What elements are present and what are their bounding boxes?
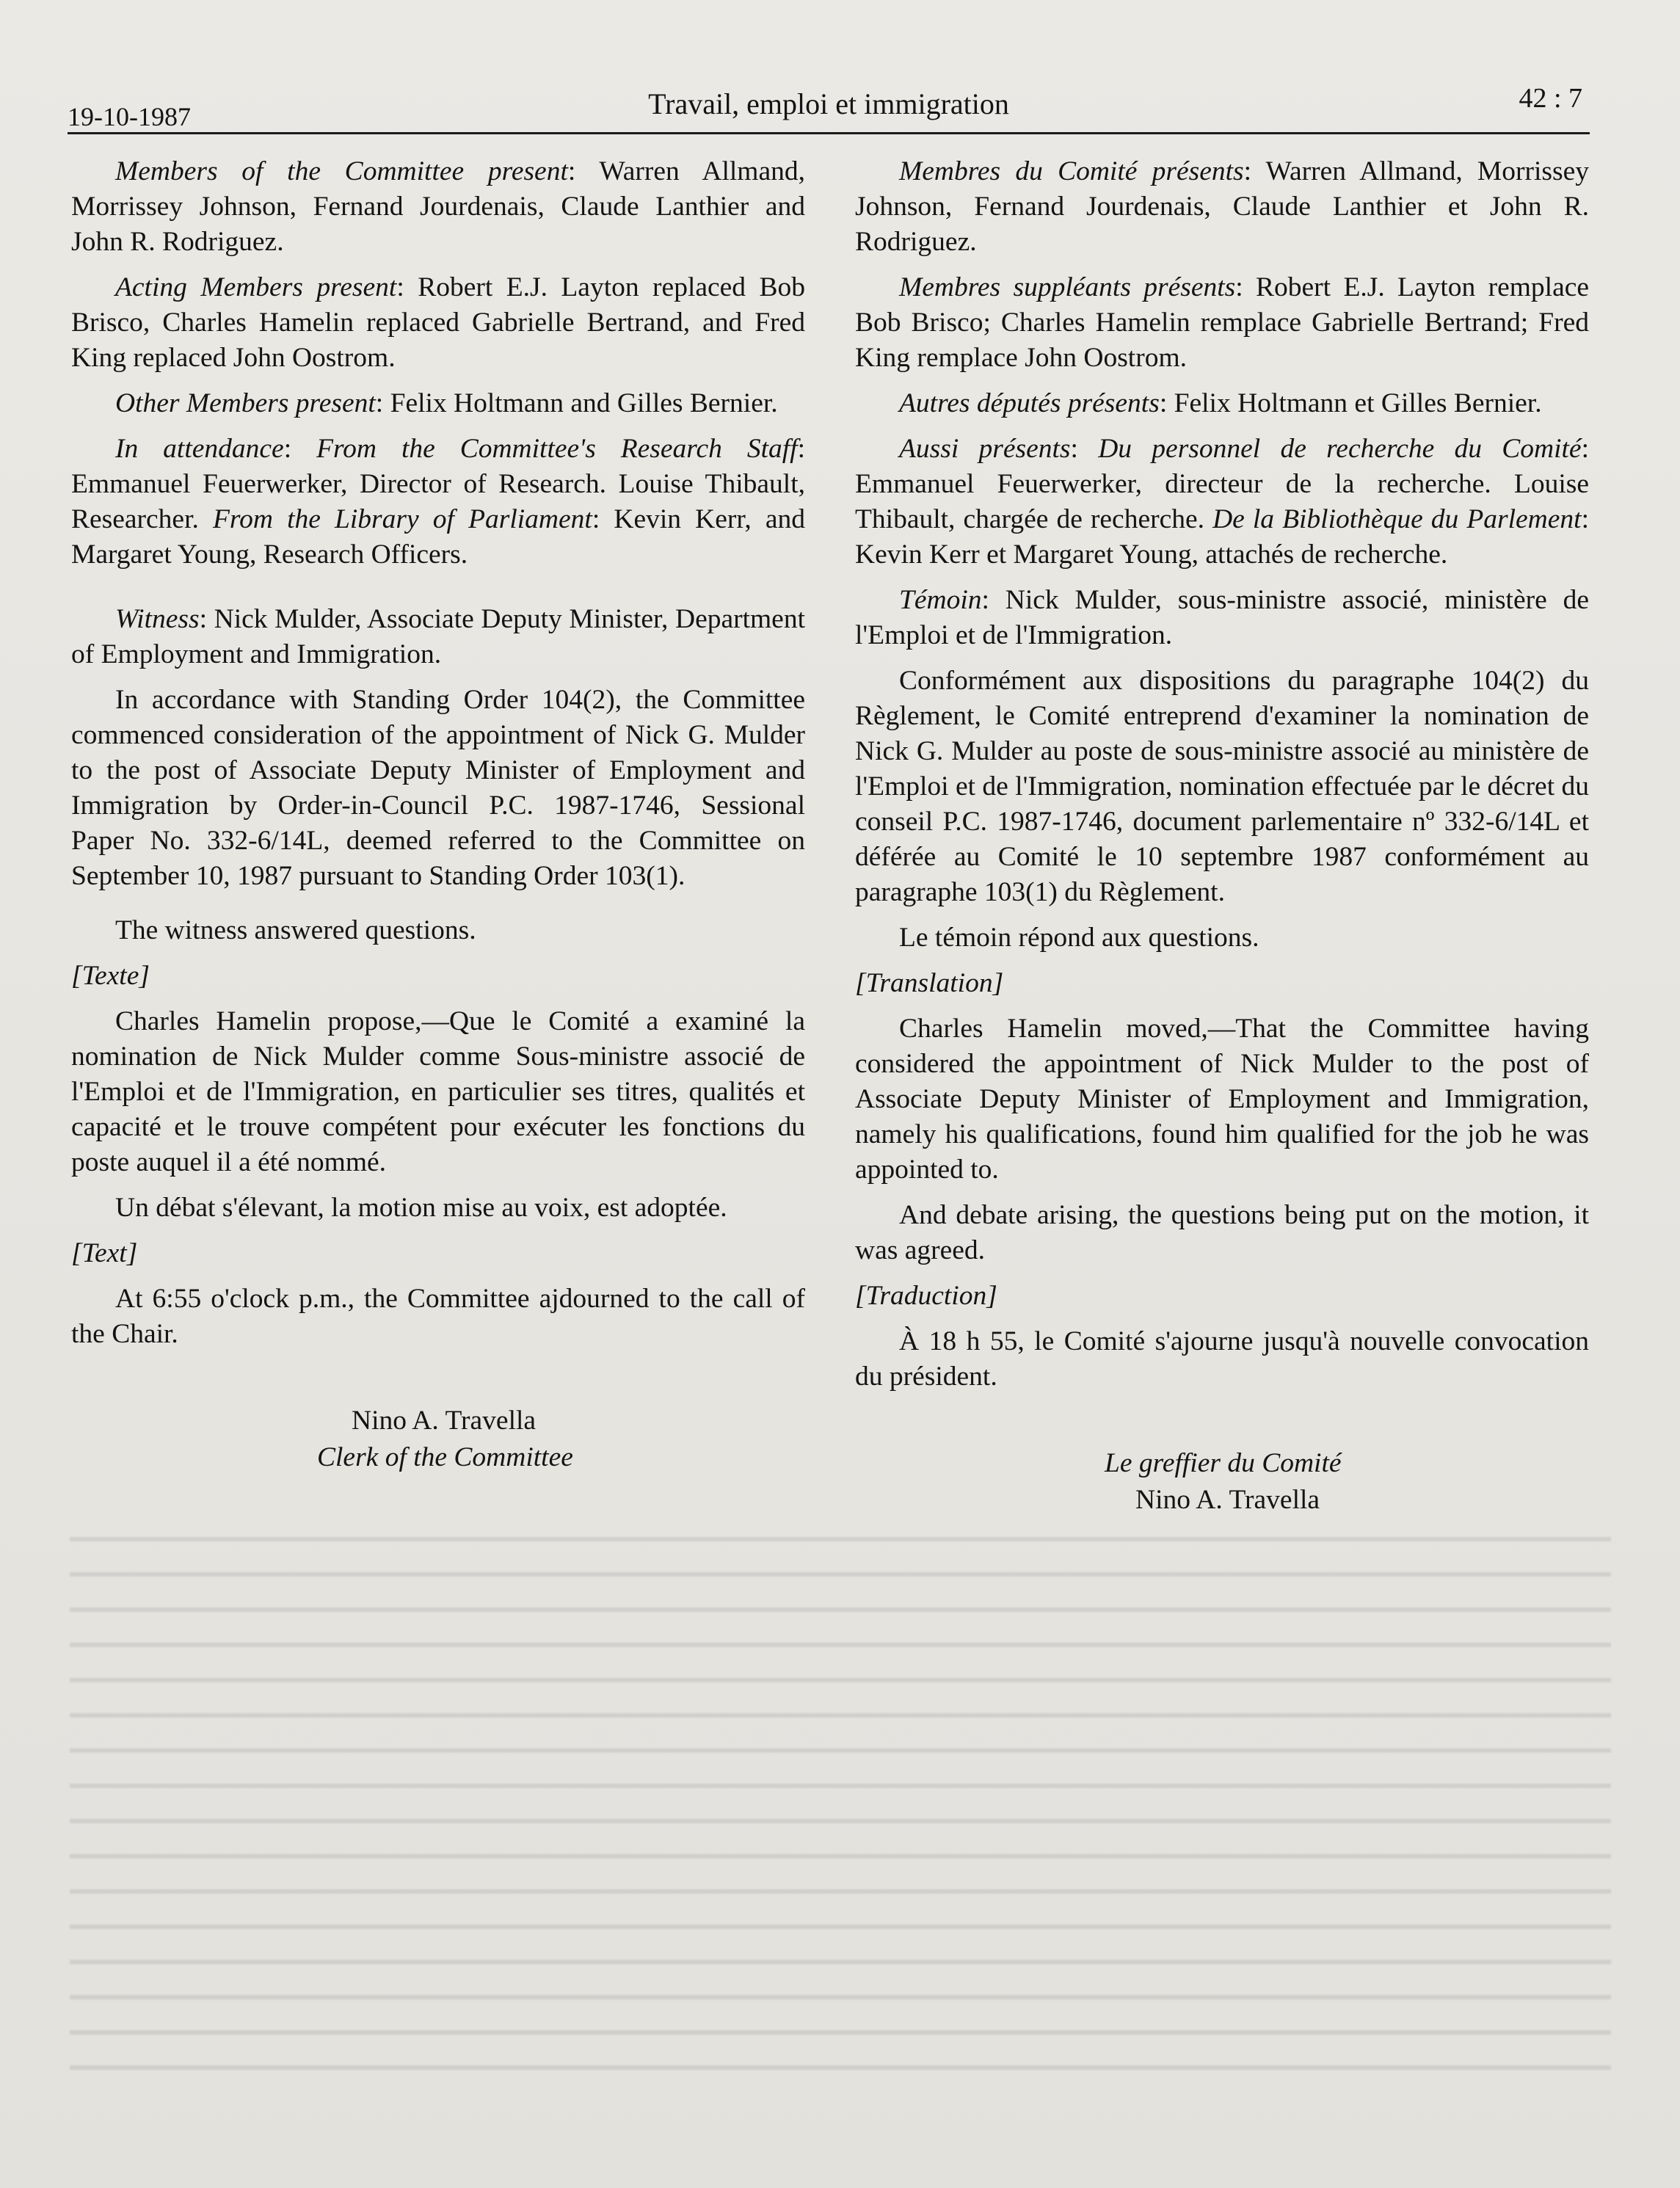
header-title: Travail, emploi et immigration — [648, 87, 1009, 120]
conformement-paragraph: Conformément aux dispositions du paragraphe 104(2) du Règlement, le Comité entreprend d'examiner la nomination de Nick G. Mulder au poste de sous-ministre associé au ministère de l'Emploi et de l'Immigration, nomination effectuée par le décret du conseil P.C. 1987-1746, document parlementaire nº 332-6/14L et déférée au Comité le 10 septembre 1987 conformément au paragraphe 103(1) du Règlement. — [855, 666, 1589, 907]
membres-presents: Membres du Comité présents: Warren Allmand, Morrissey Johnson, Fernand Jourdenais, Claude Lanthier et John R. Rodriguez. — [855, 156, 1589, 257]
witness: Witness: Nick Mulder, Associate Deputy Minister, Department of Employment and Immigration. — [71, 604, 805, 669]
adjournment-english: At 6:55 o'clock p.m., the Committee ajdourned to the call of the Chair. — [71, 1284, 805, 1349]
temoin-repond: Le témoin répond aux questions. — [899, 923, 1259, 953]
signature-role: Clerk of the Committee — [317, 1442, 573, 1472]
other-members: Other Members present: Felix Holtmann and Gilles Bernier. — [115, 388, 778, 418]
temoin: Témoin: Nick Mulder, sous-ministre associé, ministère de l'Emploi et de l'Immigration. — [855, 585, 1589, 650]
membres-suppleants: Membres suppléants présents: Robert E.J. Layton remplace Bob Brisco; Charles Hamelin remplace Gabrielle Bertrand; Fred King remplace John Oostrom. — [855, 272, 1590, 373]
debate-french: Un débat s'élevant, la motion mise au voix, est adoptée. — [115, 1193, 727, 1223]
signature-name: Nino A. Travella — [352, 1406, 537, 1436]
acting-members: Acting Members present: Robert E.J. Layton replaced Bob Brisco, Charles Hamelin replaced Gabrielle Bertrand, and Fred King replaced John Oostrom. — [71, 272, 805, 373]
header-date: 19-10-1987 — [68, 102, 191, 131]
signature-name: Nino A. Travella — [1135, 1485, 1320, 1515]
tag-translation: [Translation] — [855, 968, 1004, 998]
motion-english: Charles Hamelin moved,—That the Committee having considered the appointment of Nick Mulder to the post of Associate Deputy Minister of Employment and Immigration, namely his qualifications, found him qualified for the job he was appointed to. — [855, 1014, 1589, 1185]
right-column — [855, 154, 1589, 1518]
debate-english: And debate arising, the questions being put on the motion, it was agreed. — [855, 1200, 1589, 1265]
signature-title: Le greffier du Comité — [1105, 1448, 1342, 1478]
adjournment-french: À 18 h 55, le Comité s'ajourne jusqu'à nouvelle convocation du président. — [855, 1326, 1589, 1392]
tag-traduction: [Traduction] — [855, 1281, 997, 1311]
members-present: Members of the Committee present: Warren Allmand, Morrissey Johnson, Fernand Jourdenais, Claude Lanthier and John R. Rodriguez. — [71, 156, 805, 257]
in-attendance: In attendance: From the Committee's Research Staff: Emmanuel Feuerwerker, Director of Research. Louise Thibault, Researcher. From the Library of Parliament: Kevin Kerr, and Margaret Young, Research Officers. — [71, 434, 805, 570]
aussi-presents: Aussi présents: Du personnel de recherche du Comité: Emmanuel Feuerwerker, directeur de la recherche. Louise Thibault, chargée de recherche. De la Bibliothèque du Parlement: Kevin Kerr et Margaret Young, attachés de recherche. — [855, 434, 1590, 570]
left-column — [71, 154, 805, 1475]
autres-deputes: Autres députés présents: Felix Holtmann et Gilles Bernier. — [899, 388, 1542, 418]
witness-answered: The witness answered questions. — [115, 915, 476, 945]
motion-french: Charles Hamelin propose,—Que le Comité a examiné la nomination de Nick Mulder comme Sous-ministre associé de l'Emploi et de l'Immigration, en particulier ses titres, qualités et capacité et le trouve compétent pour exécuter les fonctions du poste auquel il a été nommé. — [71, 1006, 805, 1177]
header-page-number: 42 : 7 — [1519, 83, 1582, 114]
tag-texte: [Texte] — [71, 961, 150, 991]
standing-order-paragraph: In accordance with Standing Order 104(2), the Committee commenced consideration of the appointment of Nick G. Mulder to the post of Associate Deputy Minister of Employment and Immigration by Order-in-Council P.C. 1987-1746, Sessional Paper No. 332-6/14L, deemed referred to the Committee on September 10, 1987 pursuant to Standing Order 103(1). — [71, 685, 805, 891]
show-through-texture — [70, 1512, 1611, 2070]
tag-text: [Text] — [71, 1238, 138, 1268]
page-header — [68, 81, 1590, 134]
